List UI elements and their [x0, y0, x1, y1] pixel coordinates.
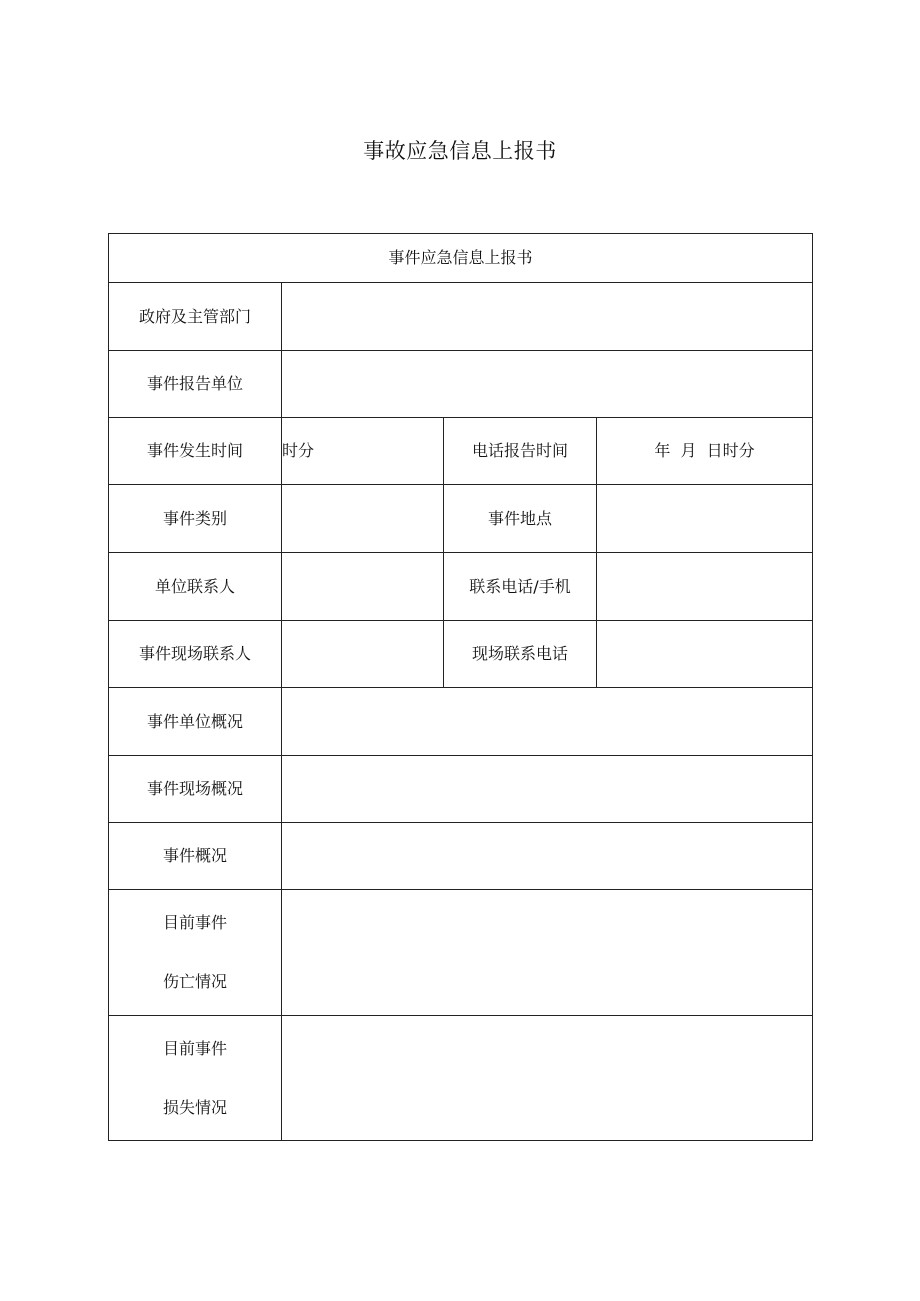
losses-label	[109, 1016, 282, 1141]
site-contact-field[interactable]	[282, 621, 444, 688]
casualties-field[interactable]	[282, 890, 813, 1016]
unit-overview-field[interactable]	[282, 688, 813, 756]
unit-contact-label: 单位联系人	[109, 553, 282, 621]
contact-phone-label: 联系电话/手机	[444, 553, 597, 621]
unit-contact-field[interactable]	[282, 553, 444, 621]
occur-time-label: 事件发生时间	[109, 418, 282, 485]
form-header-row	[109, 234, 813, 283]
site-contact-row	[109, 621, 813, 688]
event-overview-field[interactable]	[282, 823, 813, 890]
contact-phone-field[interactable]	[597, 553, 813, 621]
casualties-label-line2: 伤亡情况	[162, 972, 227, 991]
site-phone-field[interactable]	[597, 621, 813, 688]
report-unit-field[interactable]	[282, 351, 813, 418]
category-field[interactable]	[282, 485, 444, 553]
site-overview-field[interactable]	[282, 756, 813, 823]
phone-report-time-label: 电话报告时间	[444, 418, 597, 485]
unit-overview-row	[109, 688, 813, 756]
event-overview-row	[109, 823, 813, 890]
report-unit-label: 事件报告单位	[109, 351, 282, 418]
location-field[interactable]	[597, 485, 813, 553]
form-header: 事件应急信息上报书	[109, 234, 813, 283]
losses-row	[109, 1016, 813, 1141]
phone-report-time-value: 年 月 日时分	[654, 441, 755, 460]
site-overview-label: 事件现场概况	[109, 756, 282, 823]
gov-dept-field[interactable]	[282, 283, 813, 351]
site-overview-row	[109, 756, 813, 823]
location-label: 事件地点	[444, 485, 597, 553]
time-row	[109, 418, 813, 485]
report-unit-row	[109, 351, 813, 418]
unit-overview-label: 事件单位概况	[109, 688, 282, 756]
losses-label-line2: 损失情况	[162, 1097, 227, 1117]
incident-report-form	[108, 233, 813, 1141]
casualties-row	[109, 890, 813, 1016]
occur-time-value: 时分	[282, 441, 315, 460]
phone-report-time-field[interactable]	[597, 418, 813, 485]
unit-contact-row	[109, 553, 813, 621]
site-phone-label: 现场联系电话	[444, 621, 597, 688]
category-row	[109, 485, 813, 553]
event-overview-label: 事件概况	[109, 823, 282, 890]
site-contact-label: 事件现场联系人	[109, 621, 282, 688]
gov-dept-label: 政府及主管部门	[109, 283, 282, 351]
losses-field[interactable]	[282, 1016, 813, 1141]
gov-dept-row	[109, 283, 813, 351]
occur-time-field[interactable]	[282, 418, 444, 485]
losses-label-line1: 目前事件	[162, 1038, 227, 1058]
casualties-label	[109, 890, 282, 1016]
category-label: 事件类别	[109, 485, 282, 553]
document-title: 事故应急信息上报书	[363, 139, 557, 163]
casualties-label-line1: 目前事件	[162, 913, 227, 932]
